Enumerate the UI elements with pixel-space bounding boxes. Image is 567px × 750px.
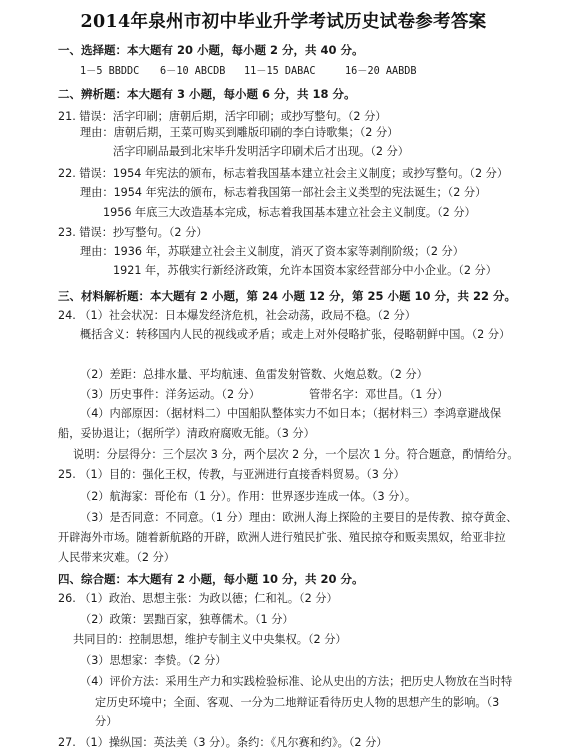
q25-line: （2）航海家：哥伦布（1 分）。作用：世界逐步连成一体。（3 分）。 — [80, 490, 417, 503]
q26-line: （2）政策：罢黜百家，独尊儒术。（1 分） — [80, 613, 294, 626]
q24-line: （3）历史事件：洋务运动。（2 分） — [80, 388, 261, 401]
q26-line: 共同目的：控制思想，维护专制主义中央集权。（2 分） — [73, 633, 347, 646]
q21-line: 活字印刷品最到北宋毕升发明活字印刷术后才出现。（2 分） — [113, 145, 409, 158]
answer-group-2: 6－10 ABCDB — [160, 66, 226, 77]
section-4-heading: 四、综合题：本大题有 2 小题，每小题 10 分，共 20 分。 — [58, 572, 364, 586]
q26-line: （3）思想家：李贽。（2 分） — [80, 654, 227, 667]
q25-line: 25. （1）目的：强化王权，传教，与亚洲进行直接香料贸易。（3 分） — [58, 468, 405, 481]
q23-line: 理由：1936 年，苏联建立社会主义制度，消灭了资本家等剥削阶级；（2 分） — [80, 245, 464, 258]
q22-line: 1956 年底三大改造基本完成，标志着我国基本建立社会主义制度。（2 分） — [103, 206, 476, 219]
q24-line: 24. （1）社会状况：日本爆发经济危机，社会动荡，政局不稳。（2 分） — [58, 309, 416, 322]
q26-line: 26. （1）政治、思想主张：为政以德；仁和礼。（2 分） — [58, 592, 338, 605]
q22-line: 22. 错误：1954 年宪法的颁布，标志着我国基本建立社会主义制度；或抄写整句。（2 分） — [58, 167, 509, 180]
q25-line: 人民带来灾难。（2 分） — [58, 551, 175, 564]
q26-line: （4）评价方法：采用生产力和实践检验标准、论从史出的方法；把历史人物放在当时特 — [80, 675, 513, 688]
section-3-heading: 三、材料解析题：本大题有 2 小题，第 24 小题 12 分，第 25 小题 10 分，共 22 分。 — [58, 289, 517, 303]
answer-group-3: 11－15 DABAC — [244, 66, 316, 77]
q24-note: 说明：分层得分：三个层次 3 分，两个层次 2 分，一个层次 1 分。符合题意，酌情给分。 — [73, 448, 519, 461]
answer-group-4: 16－20 AABDB — [345, 66, 417, 77]
q23-line: 1921 年，苏俄实行新经济政策，允许本国资本家经营部分中小企业。（2 分） — [113, 264, 497, 277]
page-title: 2014年泉州市初中毕业升学考试历史试卷参考答案 — [80, 12, 487, 32]
q24-line: （4）内部原因：（据材料二）中国船队整体实力不如日本；（据材料三）李鸿章避战保 — [80, 407, 502, 420]
q23-line: 23. 错误：抄写整句。（2 分） — [58, 226, 208, 239]
q24-line: （2）差距：总排水量、平均航速、鱼雷发射管数、火炮总数。（2 分） — [80, 368, 428, 381]
q22-line: 理由：1954 年宪法的颁布，标志着我国第一部社会主义类型的宪法诞生；（2 分） — [80, 186, 487, 199]
q24-line: 管带名字：邓世昌。（1 分） — [309, 388, 449, 401]
q27-line: 27. （1）操纵国：英法美（3 分）。条约：《凡尔赛和约》。（2 分） — [58, 736, 388, 749]
q21-line: 21. 错误：活字印刷；唐朝后期，活字印刷；或抄写整句。（2 分） — [58, 110, 387, 123]
q24-line: 船，妥协退让；（据所学）清政府腐败无能。（3 分） — [58, 427, 315, 440]
section-2-heading: 二、辨析题：本大题有 3 小题，每小题 6 分，共 18 分。 — [58, 87, 356, 101]
answer-group-1: 1－5 BBDDC — [80, 66, 140, 77]
q25-line: （3）是否同意：不同意。（1 分）理由：欧洲人海上探险的主要目的是传教、掠夺黄金、 — [80, 511, 518, 524]
q25-line: 开辟海外市场。随着新航路的开辟，欧洲人进行殖民扩张、殖民掠夺和贩卖黑奴，给亚非拉 — [58, 531, 506, 544]
q26-line: 分） — [95, 715, 118, 728]
q26-line: 定历史环境中；全面、客观、一分为二地辩证看待历史人物的思想产生的影响。（3 — [95, 696, 500, 709]
q21-line: 理由：唐朝后期，王菜可购买到雕版印刷的李白诗歌集；（2 分） — [80, 126, 399, 139]
q24-line: 概括含义：转移国内人民的视线或矛盾；或走上对外侵略扩张，侵略朝鲜中国。（2 分） — [80, 328, 511, 341]
section-1-heading: 一、选择题：本大题有 20 小题，每小题 2 分，共 40 分。 — [58, 43, 364, 57]
